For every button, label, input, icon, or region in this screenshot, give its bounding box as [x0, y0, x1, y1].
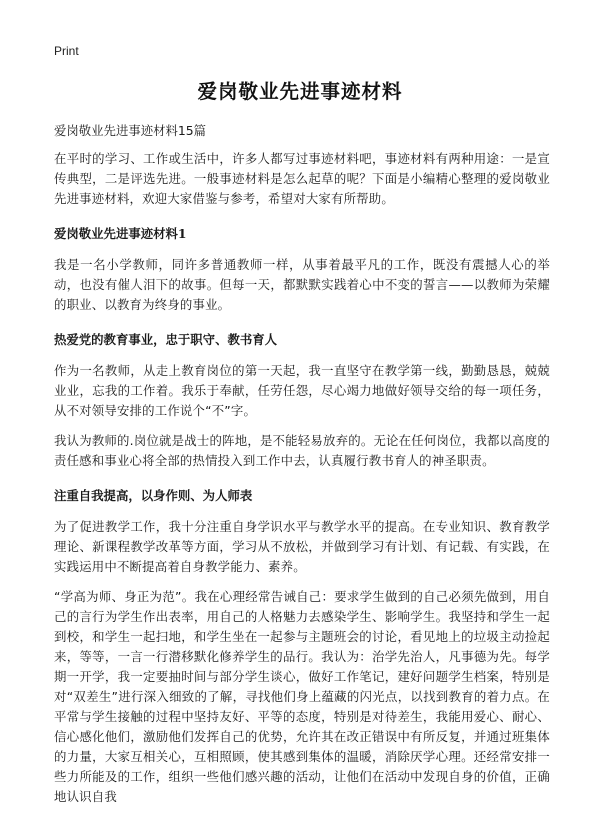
- paragraph-4: 为了促进教学工作，我十分注重自身学识水平与教学水平的提高。在专业知识、教育教学理论、新课程教学改革等方面，学习从不放松，并做到学习有计划、有记载、有实践，在实践运用中不断提高着自身教学能力、素养。: [54, 519, 550, 574]
- document-body: [54, 120, 550, 807]
- section-title: 爱岗敬业先进事迹材料1: [54, 226, 187, 241]
- paragraph-5: “学高为师、身正为范”。我在心理经常告诫自己：要求学生做到的自己必须先做到，用自己的言行为学生作出表率，用自己的人格魅力去感染学生、影响学生。我坚持和学生一起到校，和学生一起扫地，和学生坐在一起参与主题班会的讨论，看见地上的垃圾主动捡起来，等等，一言一行潜移默化修养学生的品行。我认为：治学先治人，凡事德为先。每学期一开学，我一定要抽时间与部分学生谈心，做好工作笔记，建好问题学生档案，特别是对“双差生”进行深入细致的了解，寻找他们身上蕴藏的闪光点，以找到教育的着力点。在平常与学生接触的过程中坚持友好、平等的态度，特别是对待差生，我能用爱心、耐心、信心感化他们，激励他们发挥自己的优势，允许其在改正错误中有所反复，并通过班集体的力量，大家互相关心，互相照顾，使其感到集体的温暖，消除厌学心理。还经常安排一些力所能及的工作，组织一些他们感兴趣的活动，让他们在活动中发现自身的价值，正确地认识自我: [54, 589, 550, 804]
- paragraph-3: 我认为教师的.岗位就是战士的阵地，是不能轻易放弃的。无论在任何岗位，我都以高度的责任感和事业心将全部的热情投入到工作中去，认真履行教书育人的神圣职责。: [54, 433, 550, 468]
- heading-1: 热爱党的教育事业，忠于职守、教书育人: [54, 332, 278, 347]
- paragraph-1: 我是一名小学教师，同许多普通教师一样，从事着最平凡的工作，既没有震撼人心的举动，也没有催人泪下的故事。但每一天，都默默实践着心中不变的誓言——以教师为荣耀的职业、以教育为终身的事业。: [54, 257, 550, 312]
- page-title: 爱岗敬业先进事迹材料: [197, 80, 403, 103]
- heading-2: 注重自我提高，以身作则、为人师表: [54, 488, 253, 503]
- document-subtitle: 爱岗敬业先进事迹材料15篇: [54, 123, 207, 138]
- intro-paragraph: 在平时的学习、工作或生活中，许多人都写过事迹材料吧，事迹材料有两种用途：一是宣传典型，二是评选先进。一般事迹材料是怎么起草的呢？下面是小编精心整理的爱岗敬业先进事迹材料，欢迎大家借鉴与参考，希望对大家有所帮助。: [54, 151, 550, 206]
- print-link[interactable]: Print: [54, 44, 79, 58]
- paragraph-2: 作为一名教师，从走上教育岗位的第一天起，我一直坚守在教学第一线，勤勤恳恳，兢兢业业，忘我的工作着。我乐于奉献，任劳任怨，尽心竭力地做好领导交给的每一项任务，从不对领导安排的工作说个“不”字。: [54, 363, 550, 418]
